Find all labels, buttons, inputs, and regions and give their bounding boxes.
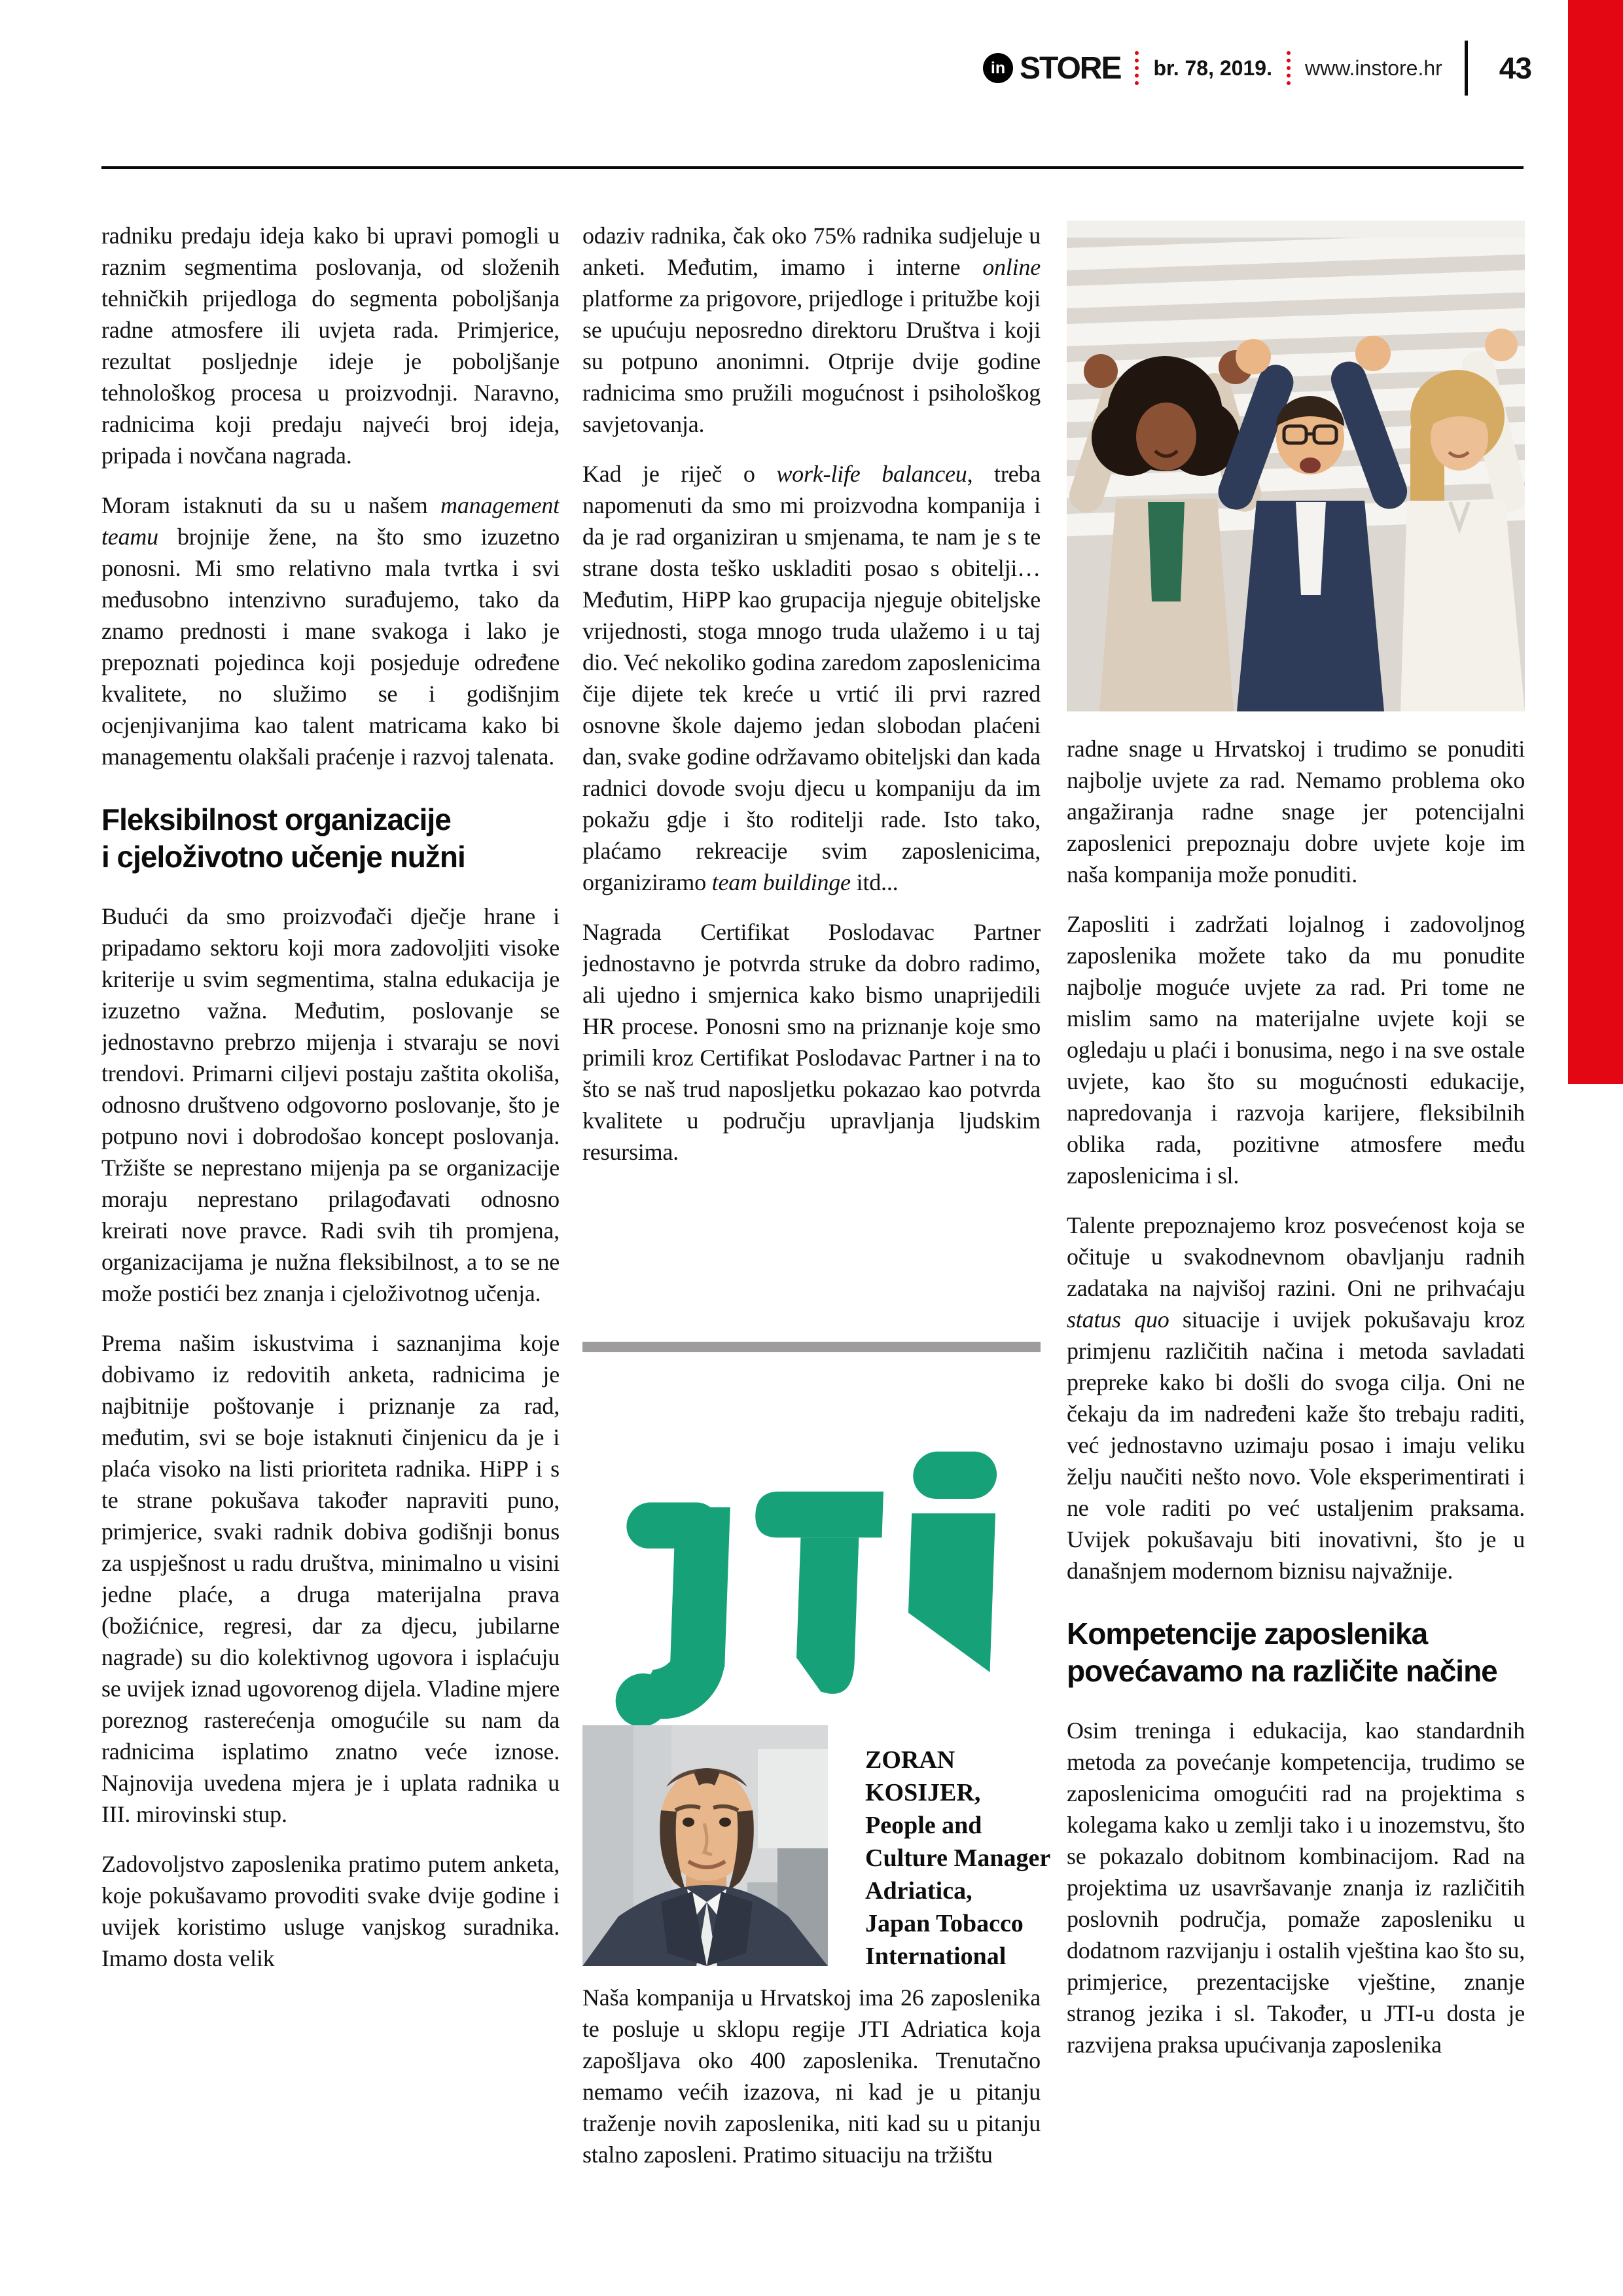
- website-url: www.instore.hr: [1304, 56, 1442, 80]
- paragraph: Zadovoljstvo zaposlenika pratimo putem anketa, koje pokušavamo provoditi svake dvije godine i uvijek koristimo usluge vanjskog suradnika. Imamo dosta velik: [101, 1851, 560, 1971]
- heading-line: i cjeloživotno učenje nužni: [101, 840, 465, 874]
- caption-line: People and: [865, 1812, 982, 1839]
- paragraph: Zaposliti i zadržati lojalnog i zadovoljnog zaposlenika možete tako da mu ponudite najbolje moguće uvjete za rad. Pri tome ne mislim samo na materijalne uvjete koji se ogledaju u plaći i bonusima, nego i na sve ostale uvjete, kao što su mogućnosti edukacije, napredovanja i razvoja karijere, fleksibilnih oblika rada, pozitivne atmosfere među zaposlenicima i sl.: [1067, 911, 1525, 1189]
- article-column-2-bottom: [582, 1982, 1041, 2276]
- team-celebration-photo: [1067, 220, 1525, 712]
- dotted-separator: [1287, 51, 1291, 85]
- jti-logo-graphic: [615, 1401, 1008, 1728]
- issue-number: br. 78, 2019.: [1153, 56, 1272, 80]
- paragraph: radne snage u Hrvatskoj i trudimo se ponuditi najbolje uvjete za rad. Nemamo problema oko angažiranja radne snage jer potencijalni zaposlenici prepoznaju dobre uvjete koje im naša kompanija može ponuditi.: [1067, 736, 1525, 888]
- team-celebration-graphic: [1067, 220, 1525, 712]
- article-column-3: [1067, 733, 1525, 2278]
- caption-line: KOSIJER,: [865, 1779, 981, 1806]
- red-edge-bar: [1568, 0, 1623, 1084]
- paragraph: Prema našim iskustvima i saznanjima koje dobivamo iz redovitih anketa, radnicima je najbitnije poštovanje i priznanje za rad, međutim, svi se boje istaknuti činjenicu da je i plaća visoko na listi prioriteta radnika. HiPP i s te strane pokušava također napraviti puno, primjerice, svaki radnik dobiva godišnji bonus za uspješnost u radu društva, minimalno u visini jedne plaće, a druga materijalna prava (božićnice, regresi, dar za djecu, jubilarne nagrade) su dio kolektivnog ugovora i isplaćuju se uvijek iznad ugovorenog dijela. Vladine mjere poreznog rasterećenja omogućile su nam da radnicima isplatimo znatno veće iznose. Najnovija uvedena mjera je i uplata radnika u III. mirovinski stup.: [101, 1330, 560, 1827]
- caption-line: Adriatica,: [865, 1877, 972, 1905]
- caption-line: ZORAN: [865, 1746, 955, 1774]
- section-heading: [101, 801, 560, 876]
- caption-line: Culture Manager: [865, 1844, 1051, 1872]
- caption-line: Japan Tobacco: [865, 1910, 1024, 1937]
- article-column-2-top: [582, 220, 1041, 1333]
- header-divider-line: [1465, 41, 1468, 96]
- portrait-photo-zoran-kosijer: [582, 1725, 828, 1966]
- heading-line: Kompetencije zaposlenika: [1067, 1617, 1428, 1651]
- page-number: 43: [1499, 51, 1531, 85]
- caption-line: International: [865, 1943, 1007, 1970]
- paragraph: Naša kompanija u Hrvatskoj ima 26 zaposlenika te posluje u sklopu regije JTI Adriatica koja zapošljava oko 400 zaposlenika. Trenutačno nemamo većih izazova, ni kad je u pitanju traženje novih zaposlenika, niti kad su u pitanju stalno zaposleni. Pratimo situaciju na tržištu: [582, 1984, 1041, 2168]
- jti-logo: [582, 1394, 1041, 1734]
- paragraph: Moram istaknuti da su u našem management teamu brojnije žene, na što smo izuzetno ponosni. Mi smo relativno mala tvrtka i svi međusobno intenzivno surađujemo, tako da znamo prednosti i mane svakoga i lako je prepoznati pojedinca koji posjeduje određene kvalitete, no služimo se i godišnjim ocjenjivanjima kao talent matricama kako bi managementu olakšali praćenje i razvoj talenata.: [101, 492, 560, 770]
- paragraph: Osim treninga i edukacija, kao standardnih metoda za povećanje kompetencija, trudimo se zaposlenicima omogućiti rad na projektima s kolegama kako u zemlji tako i u inozemstvu, što se pokazalo dobitnom kombinacijom. Rad na projektima uz usavršavanje znanja iz različitih poslovnih područja, pomaže zaposleniku u dodatnom razvijanju i ostalih vještina kao što su, primjerice, prezentacijske vještine, znanje stranog jezika i sl. Također, u JTI-u dosta je razvijena praksa upućivanja zaposlenika: [1067, 1717, 1525, 2058]
- paragraph: radniku predaju ideja kako bi upravi pomogli u raznim segmentima poslovanja, od složenih tehničkih prijedloga do segmenta poboljšanja radne atmosfere ili uvjeta rada. Primjerice, rezultat posljednje ideje je poboljšanje tehnološkog procesa u proizvodnji. Naravno, radnicima koji predaju najveći broj ideja, pripada i novčana nagrada.: [101, 223, 560, 469]
- paragraph: Kad je riječ o work-life balanceu, treba napomenuti da smo mi proizvodna kompanija i da je rad organiziran u smjenama, te nam je s te strane dosta teško uskladiti posao s obitelji… Međutim, HiPP kao grupacija njeguje obiteljske vrijednosti, stoga mnogo truda ulažemo i u taj dio. Već nekoliko godina zaredom zaposlenicima čije dijete tek kreće u vrtić ili prvi razred osnovne škole dajemo jedan slobodan plaćeni dan, svake godine održavamo obiteljski dan kada radnici dovode svoju djecu u kompaniju da im pokažu gdje i što roditelji rade. Isto tako, plaćamo rekreacije svim zaposlenicima, organiziramo team buildinge itd...: [582, 461, 1041, 895]
- photo-caption: [865, 1744, 1055, 1973]
- heading-line: Fleksibilnost organizacije: [101, 802, 451, 836]
- article-column-1: [101, 220, 560, 2288]
- paragraph: Talente prepoznajemo kroz posvećenost koja se očituje u svakodnevnom obavljanju radnih zadataka na najvišoj razini. Oni ne prihvaćaju status quo situacije i uvijek pokušavaju kroz primjenu različitih načina i metoda savladati prepreke kako bi došli do svoga cilja. Oni ne čekaju da im nadređeni kaže što trebaju raditi, već jednostavno uzimaju posao i imaju veliku želju naučiti nešto novo. Vole eksperimentirati i ne vole raditi po već ustaljenim praksama. Uvijek pokušavaju biti inovativni, što je u današnjem modernom biznisu najvažnije.: [1067, 1212, 1525, 1584]
- heading-line: povećavamo na različite načine: [1067, 1654, 1497, 1688]
- paragraph: Budući da smo proizvođači dječje hrane i pripadamo sektoru koji mora zadovoljiti visoke kriterije u svim segmentima, stalna edukacija je izuzetno važna. Međutim, poslovanje se jednostavno prebrzo mijenja i stvaraju se novi trendovi. Primarni ciljevi postaju zaštita okoliša, odnosno društveno odgovorno poslovanje, što je potpuno novi i dobrodošao koncept poslovanja. Tržište se neprestano mijenja pa se organizacije moraju neprestano prilagođavati odnosno kreirati nove pravce. Radi svih tih promjena, organizacijama je nužna fleksibilnost, a to se ne može postići bez znanja i cjeloživotnog učenja.: [101, 903, 560, 1306]
- instore-logo-icon: in: [983, 53, 1013, 83]
- paragraph: odaziv radnika, čak oko 75% radnika sudjeluje u anketi. Međutim, imamo i interne online platforme za prigovore, prijedloge i pritužbe koji se upućuju neposredno direktoru Društva i koji su potpuno anonimni. Otprije dvije godine radnicima smo pružili mogućnost i psihološkog savjetovanja.: [582, 223, 1041, 437]
- header-rule: [101, 166, 1524, 169]
- gray-divider-bar: [582, 1342, 1041, 1352]
- portrait-photo-graphic: [582, 1725, 828, 1966]
- page-header: [983, 38, 1531, 98]
- paragraph: Nagrada Certifikat Poslodavac Partner jednostavno je potvrda struke da dobro radimo, ali ujedno i smjernica kako bismo unaprijedili HR procese. Ponosni smo na priznanje koje smo primili kroz Certifikat Poslodavac Partner i na to što se naš trud naposljetku pokazao kao potvrda kvalitete u području upravljanja ljudskim resursima.: [582, 919, 1041, 1165]
- magazine-title: STORE: [1020, 50, 1121, 86]
- section-heading: [1067, 1615, 1525, 1690]
- dotted-separator: [1135, 51, 1139, 85]
